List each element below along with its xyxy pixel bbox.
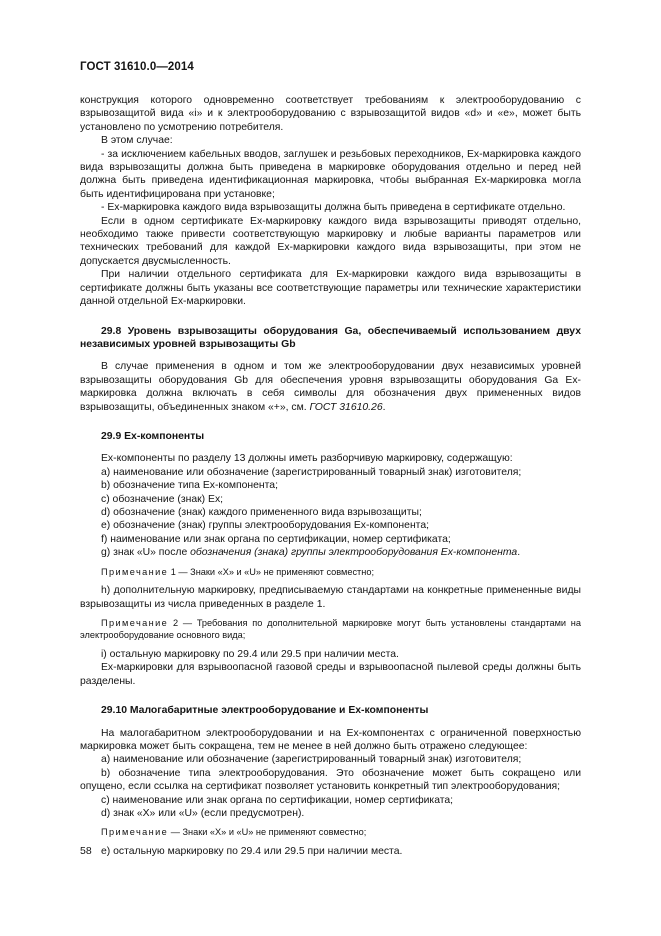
note (80, 566, 581, 579)
paragraph: На малогабаритном электрооборудовании и на Ех-компонентах с ограниченной поверхностью маркировка может быть сокращена, тем не менее в ней должно быть отражено следующее: (80, 727, 581, 752)
document-header: ГОСТ 31610.0—2014 (80, 61, 194, 73)
list-item: c) наименование или знак органа по сертификации, номер сертификата; (101, 794, 454, 806)
list-item: b) обозначение типа электрооборудования. Это обозначение может быть сокращено или опущено, если ссылка на сертификат позволяет установить конкретный тип электрооборудования; (80, 767, 581, 793)
note-text: 2 — Требования по дополнительной маркировке могут быть установлены стандартами на электрооборудование основного вида; (80, 617, 581, 641)
text: . (382, 401, 386, 413)
text: . (517, 547, 521, 559)
section-heading-29-9: 29.9 Ех-компоненты (101, 430, 205, 442)
section-heading-29-10: 29.10 Малогабаритные электрооборудование и Ех-компоненты (101, 705, 429, 717)
section-heading-29-8: 29.8 Уровень взрывозащиты оборудования Ga, обеспечиваемый использованием двух независимых уровней взрывозащиты Gb (80, 325, 581, 350)
note-label: Примечание (101, 617, 169, 628)
note (80, 617, 581, 642)
note-text: — Знаки «X» и «U» не применяют совместно; (168, 827, 367, 838)
list-item: h) дополнительную маркировку, предписываемую стандартами на конкретные примененные виды взрывозащиты из числа приведенных в разделе 1. (80, 585, 581, 610)
list-item: c) обозначение (знак) Ex; (101, 493, 224, 505)
note-text: 1 — Знаки «X» и «U» не применяют совместно; (168, 566, 374, 577)
list-item: b) обозначение типа Ех-компонента; (101, 480, 278, 492)
note (80, 826, 581, 839)
standard-reference: ГОСТ 31610.26 (309, 401, 383, 413)
list-item: d) знак «X» или «U» (если предусмотрен). (101, 807, 305, 819)
note-label: Примечание (101, 827, 169, 838)
list-item: е) остальную маркировку по 29.4 или 29.5 при наличии места. (101, 845, 403, 857)
list-item: d) обозначение (знак) каждого примененного вида взрывозащиты; (101, 506, 422, 518)
list-item: а) наименование или обозначение (зарегистрированный товарный знак) изготовителя; (101, 466, 522, 478)
text: g) знак «U» после (101, 547, 191, 559)
list-item (80, 546, 581, 559)
page-body (80, 94, 581, 858)
italic-text: обозначения (знака) группы электрооборудования Ех-компонента (190, 547, 518, 559)
paragraph: - Ех-маркировка каждого вида взрывозащиты должна быть приведена в сертификате отдельно. (101, 202, 566, 214)
paragraph: Если в одном сертификате Ех-маркировку каждого вида взрывозащиты приводят отдельно, необходимо также привести соответствующую маркировку и любые варианты параметров или технических требований для каждой Ех-маркировки каждого вида взрывозащиты, при этом не допускается двусмысленность. (80, 215, 581, 267)
page-number: 58 (80, 845, 92, 857)
paragraph: Ех-компоненты по разделу 13 должны иметь разборчивую маркировку, содержащую: (101, 453, 513, 465)
paragraph: В этом случае: (101, 135, 173, 147)
list-item: i) остальную маркировку по 29.4 или 29.5 при наличии места. (101, 648, 399, 660)
paragraph: - за исключением кабельных вводов, заглушек и резьбовых переходников, Ех-маркировка каждого вида взрывозащиты должна быть приведена в маркировке оборудования отдельно и перед ней должна быть приведена идентификационная маркировка, чтобы выбранная Ех-маркировка могла быть идентифицирована при установке; (80, 148, 581, 200)
list-item: f) наименование или знак органа по сертификации, номер сертификата; (101, 533, 451, 545)
paragraph: конструкция которого одновременно соответствует требованиям к электрооборудованию с взрывозащитой вида «i» и к электрооборудованию с взрывозащитой видов «d» и «е», может быть установлено по усмотрению потребителя. (80, 95, 581, 133)
list-item: а) наименование или обозначение (зарегистрированный товарный знак) изготовителя; (101, 754, 522, 766)
paragraph: Ех-маркировки для взрывоопасной газовой среды и взрывоопасной пылевой среды должны быть разделены. (80, 662, 581, 687)
text: В случае применения в одном и том же электрооборудовании двух независимых уровней взрывозащиты оборудования Gb для обеспечения уровня взрывозащиты оборудования Ga Ex-маркировка должна включать в себя символы для обозначения двух примененных видов взрывозащиты, объединенных знаком «+», см. (80, 361, 581, 413)
paragraph (80, 360, 581, 414)
note-label: Примечание (101, 566, 169, 577)
paragraph: При наличии отдельного сертификата для Ех-маркировки каждого вида взрывозащиты в сертификате должны быть указаны все соответствующие параметры или технические характеристики данной отдельной Ех-маркировки. (80, 269, 581, 308)
list-item: е) обозначение (знак) группы электрооборудования Ех-компонента; (101, 520, 429, 532)
